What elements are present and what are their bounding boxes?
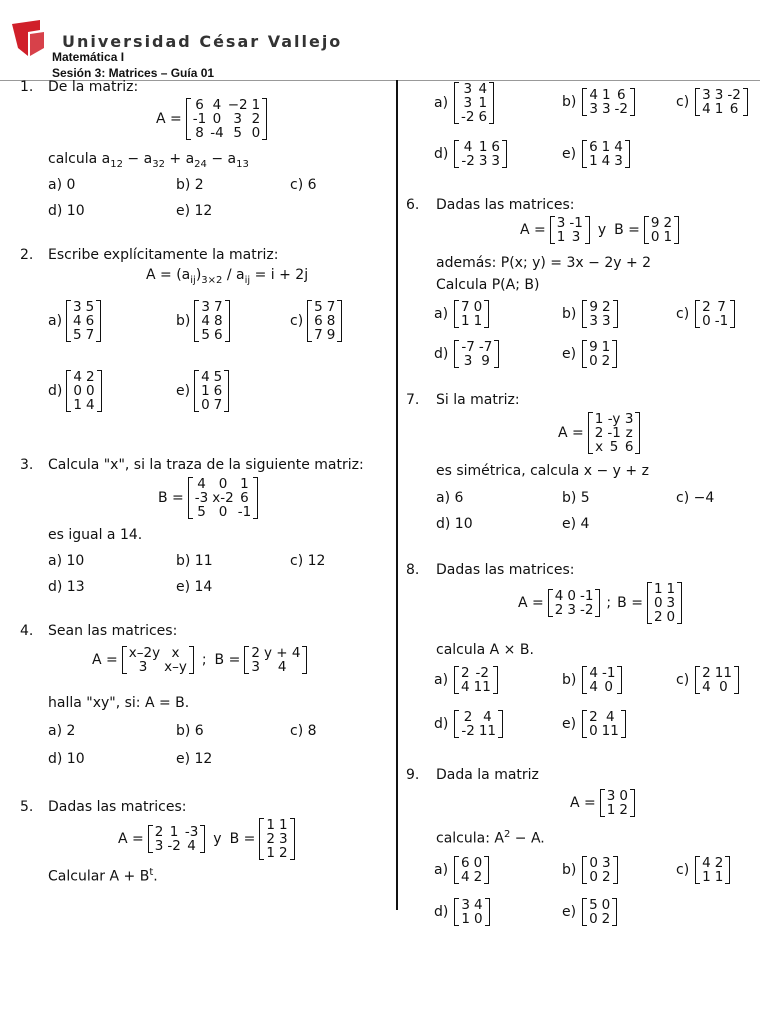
option-4b: b) 6 [176,723,204,739]
option-5c: c) 3 4 3 1 -2 6 [676,88,748,116]
option-3e: e) 14 [176,579,213,595]
option-1d: d) 10 [48,203,85,219]
matrix-A: 3 1 -1 3 [550,216,590,244]
problem-2-stem: Escribe explícitamente la matriz: [48,247,279,263]
problem-6-tail: Calcula P(A; B) [436,277,540,293]
option-3c: c) 12 [290,553,326,569]
problem-1-stem: De la matriz: [48,79,139,95]
matrix-A: 1 2 x -y -1 5 3 z 6 [588,412,641,454]
option-1a: a) 0 [48,177,76,193]
problem-5-number: 5. [20,799,34,815]
option-1c: c) 6 [290,177,317,193]
option-2b: b) 3 4 5 7 8 6 [176,300,230,342]
matrix-A: 6 -1 8 4 0 -4 −2 3 5 1 2 0 [186,98,267,140]
problem-9-tail: calcula: $A^2 - A$. [436,829,545,847]
problem-1-task: calcula $a_{12} - a_{32} + a_{24} - a_{13}$ [48,151,249,170]
option-9e: e) 5 0 0 2 [562,898,617,926]
option-3b: b) 11 [176,553,213,569]
option-8b: b) 4 4 -1 0 [562,666,622,694]
problem-2-definition: $A = (a_{ij})_{3\times 2} / a_{ij} = i + 2j$ [146,267,309,286]
option-1b: b) 2 [176,177,204,193]
problem-7-stem: Si la matriz: [436,392,520,408]
option-4a: a) 2 [48,723,76,739]
option-2a: a) 3 4 5 5 6 7 [48,300,101,342]
option-7e: e) 4 [562,516,590,532]
problem-8-stem: Dadas las matrices: [436,562,575,578]
matrix-A: x–2y 3 x x–y [122,646,194,674]
course-title: Matemática I [52,50,125,64]
option-6d: d) -7 3 -7 9 [434,340,499,368]
problem-3-stem: Calcula "x", si la traza de la siguiente matriz: [48,457,364,473]
problem-5-stem: Dadas las matrices: [48,799,187,815]
problem-6-stem: Dadas las matrices: [436,197,575,213]
option-9d: d) 3 1 4 0 [434,898,490,926]
session-title: Sesión 3: Matrices – Guía 01 [52,66,215,80]
option-4e: e) 12 [176,751,213,767]
matrix-A: 4 2 0 3 -1 -2 [548,589,601,617]
option-6c: c) 2 0 7 -1 [676,300,735,328]
problem-7-number: 7. [406,392,420,408]
option-6e: e) 9 0 1 2 [562,340,617,368]
problem-2-number: 2. [20,247,34,263]
problem-3-number: 3. [20,457,34,473]
option-9b: b) 0 0 3 2 [562,856,618,884]
option-9a: a) 6 4 0 2 [434,856,489,884]
matrix-B: 1 2 1 1 3 2 [259,818,294,860]
option-3a: a) 10 [48,553,85,569]
problem-1-equation [156,98,267,140]
problem-8-equation: A = 4 2 0 3 -1 -2 ; B = 1 0 2 1 3 0 [518,582,682,624]
option-1e: e) 12 [176,203,213,219]
option-7c: c) −4 [676,490,715,506]
problem-3-equation: B = 4 -3 5 0 x-2 0 1 6 -1 [158,477,258,519]
option-2c: c) 5 6 7 7 8 9 [290,300,342,342]
problem-8-number: 8. [406,562,420,578]
problem-9-equation: A = 3 1 0 2 [570,789,635,817]
problem-5-equation: A = 2 3 1 -2 -3 4 y B = 1 2 1 1 3 2 [118,818,295,860]
problem-7-equation: A = 1 2 x -y -1 5 3 z 6 [558,412,640,454]
option-4c: c) 8 [290,723,317,739]
problem-4-stem: Sean las matrices: [48,623,178,639]
problem-9-stem: Dada la matriz [436,767,539,783]
option-4d: d) 10 [48,751,85,767]
option-6a: a) 7 1 0 1 [434,300,489,328]
matrix-label: A = [156,111,182,127]
problem-1-number: 1. [20,79,34,95]
matrix-B: 9 0 2 1 [644,216,679,244]
option-8d: d) 2 -2 4 11 [434,710,503,738]
university-logo [10,18,50,58]
option-5b: b) 4 3 1 3 6 -2 [562,88,635,116]
option-8e: e) 2 0 4 11 [562,710,626,738]
option-5a: a) 3 3 -2 4 1 6 [434,82,494,124]
option-8a: a) 2 4 -2 11 [434,666,498,694]
option-5e: e) 6 1 1 4 4 3 [562,140,630,168]
matrix-B: 2 3 y + 4 4 [244,646,307,674]
matrix-B: 4 -3 5 0 x-2 0 1 6 -1 [188,477,258,519]
problem-8-tail: calcula A × B. [436,642,534,658]
option-2e: e) 4 1 0 5 6 7 [176,370,229,412]
problem-6-number: 6. [406,197,420,213]
matrix-B: 1 0 2 1 3 0 [647,582,682,624]
option-9c: c) 4 1 2 1 [676,856,730,884]
problem-5-tail: Calcular $A + B^t$. [48,867,158,885]
column-divider [396,80,398,910]
university-name: Universidad César Vallejo [62,32,343,51]
problem-4-tail: halla "xy", si: A = B. [48,695,190,711]
option-2d: d) 4 0 1 2 0 4 [48,370,102,412]
problem-4-equation: A = x–2y 3 x x–y ; B = 2 3 y + 4 4 [92,646,307,674]
problem-3-tail: es igual a 14. [48,527,143,543]
option-5d: d) 4 -2 1 3 6 3 [434,140,507,168]
option-3d: d) 13 [48,579,85,595]
problem-7-tail: es simétrica, calcula x − y + z [436,463,649,479]
option-8c: c) 2 4 11 0 [676,666,739,694]
matrix-A: 2 3 1 -2 -3 4 [148,825,206,853]
option-6b: b) 9 3 2 3 [562,300,618,328]
option-7b: b) 5 [562,490,590,506]
matrix-A: 3 1 0 2 [600,789,635,817]
problem-9-number: 9. [406,767,420,783]
problem-6-equation: A = 3 1 -1 3 y B = 9 0 2 1 [520,216,679,244]
problem-6-extra: además: P(x; y) = 3x − 2y + 2 [436,255,652,271]
problem-4-number: 4. [20,623,34,639]
option-7d: d) 10 [436,516,473,532]
option-7a: a) 6 [436,490,464,506]
